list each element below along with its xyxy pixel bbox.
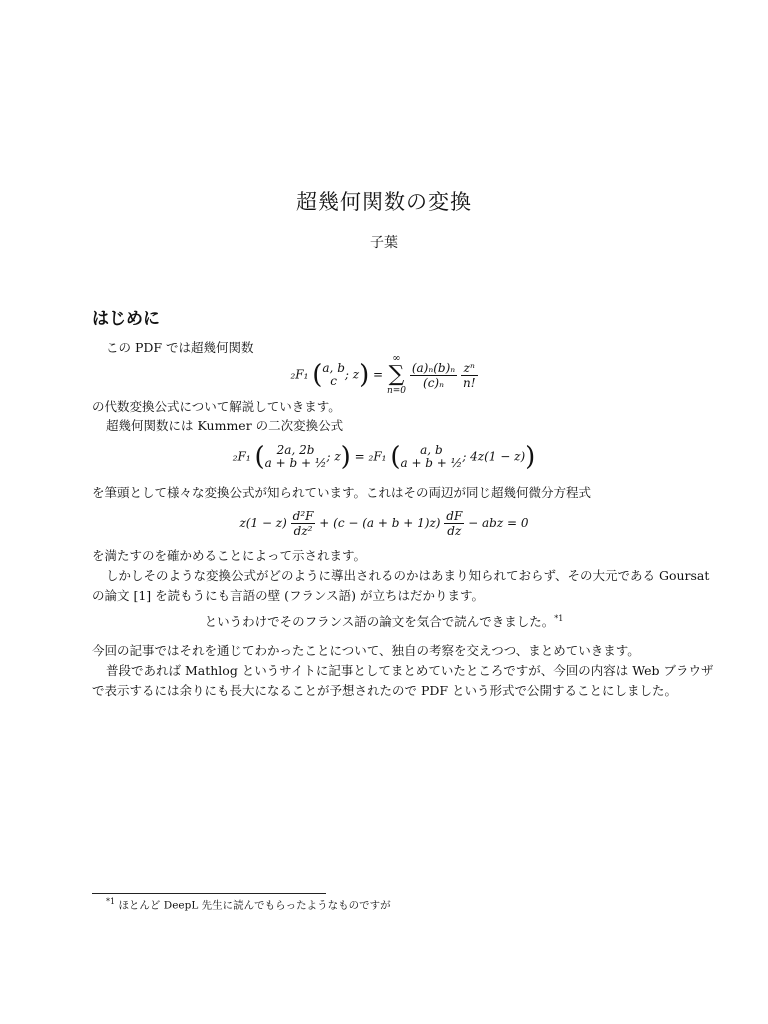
eq1-frac2-den: n!	[462, 375, 476, 390]
eq2-rhs-prefix: ₂F₁	[368, 449, 387, 464]
eq1-frac2-num: zⁿ	[461, 361, 478, 376]
paragraph-line: 普段であれば Mathlog というサイトに記事としてまとめていたところですが、今回の内容は Web ブラウザ	[106, 663, 714, 678]
footnote	[106, 897, 391, 913]
paragraph-line: 今回の記事ではそれを通じてわかったことについて、独自の考察を交えつつ、まとめていきます。	[92, 643, 640, 658]
paragraph-line: の代数変換公式について解説していきます。	[92, 399, 341, 414]
eq1-lhs-prefix: ₂F₁	[290, 367, 309, 382]
eq1-sum-upper: ∞	[392, 353, 401, 364]
eq2-rhs-bottom: a + b + ½	[400, 456, 463, 470]
paragraph-line: 超幾何関数には Kummer の二次変換公式	[106, 418, 344, 433]
equation-hypergeometric-series: ₂F₁ ( a, b c ; z) = ∞ ∑ n=0 $\frac{\text{(a)ₙ(b)ₙ}}{\text{(c)ₙ}}$ $\frac{\text{zⁿ}}{n!}$	[290, 353, 476, 396]
eq1-frac1-num: (a)ₙ(b)ₙ	[411, 360, 456, 375]
highlight-sentence	[0, 612, 768, 630]
eq3-frac2-num: dF	[446, 509, 463, 523]
section-heading: はじめに	[92, 309, 160, 329]
eq2-rhs-arg: ; 4z(1 − z)	[462, 449, 526, 464]
footnote-mark: *1	[106, 897, 116, 906]
footnote-reference-mark[interactable]: *1	[554, 613, 564, 623]
eq3-part3: − abz = 0	[468, 516, 529, 530]
footnote-text: ほとんど DeepL 先生に読んでもらったようなものですが	[118, 899, 391, 912]
eq2-lhs-top: 2a, 2b	[276, 443, 315, 457]
eq2-lhs-arg: ; z	[326, 449, 341, 464]
eq3-frac2-den: dz	[447, 524, 462, 538]
paragraph-line: しかしそのような変換公式がどのように導出されるのかはあまり知られておらず、その大元である Goursat	[106, 568, 710, 583]
eq1-params-top: a, b	[322, 361, 345, 375]
eq2-lhs-bottom: a + b + ½	[264, 456, 327, 470]
document-author: 子葉	[370, 235, 398, 251]
paragraph-line: この PDF では超幾何関数	[106, 340, 254, 355]
paragraph-line: を筆頭として様々な変換公式が知られています。これはその両辺が同じ超幾何微分方程式	[92, 485, 592, 500]
paragraph-line: を満たすのを確かめることによって示されます。	[92, 548, 367, 563]
eq2-lhs-prefix: ₂F₁	[232, 449, 251, 464]
eq1-arg: ; z	[344, 367, 360, 382]
footnote-rule	[92, 893, 326, 894]
eq2-equals: =	[354, 449, 365, 464]
eq1-frac1-den: (c)ₙ	[423, 375, 444, 390]
eq1-equals: =	[373, 367, 384, 382]
equation-hypergeometric-ode	[0, 509, 768, 538]
highlight-text: というわけでそのフランス語の論文を気合で読んできました。	[204, 614, 555, 629]
eq3-part1: z(1 − z)	[239, 516, 287, 530]
eq3-frac1-num: d²F	[292, 509, 314, 523]
eq3-frac1-den: dz²	[293, 524, 313, 538]
paragraph-line: の論文 [1] を読もうにも言語の壁 (フランス語) が立ちはだかります。	[92, 588, 484, 603]
equation-kummer-quadratic: ₂F₁ ( 2a, 2b a + b + ½ ; z) = ₂F₁ ( a, b a + b + ½ ; 4z(1 − z))	[232, 442, 536, 472]
paragraph-line: で表示するには余りにも長大になることが予想されたので PDF という形式で公開することにしました。	[92, 683, 678, 698]
eq1-params-bottom: c	[330, 374, 337, 388]
document-title: 超幾何関数の変換	[296, 190, 472, 214]
eq2-rhs-top: a, b	[420, 443, 443, 457]
eq1-sum-lower: n=0	[386, 386, 407, 396]
eq3-part2: + (c − (a + b + 1)z)	[319, 516, 441, 530]
